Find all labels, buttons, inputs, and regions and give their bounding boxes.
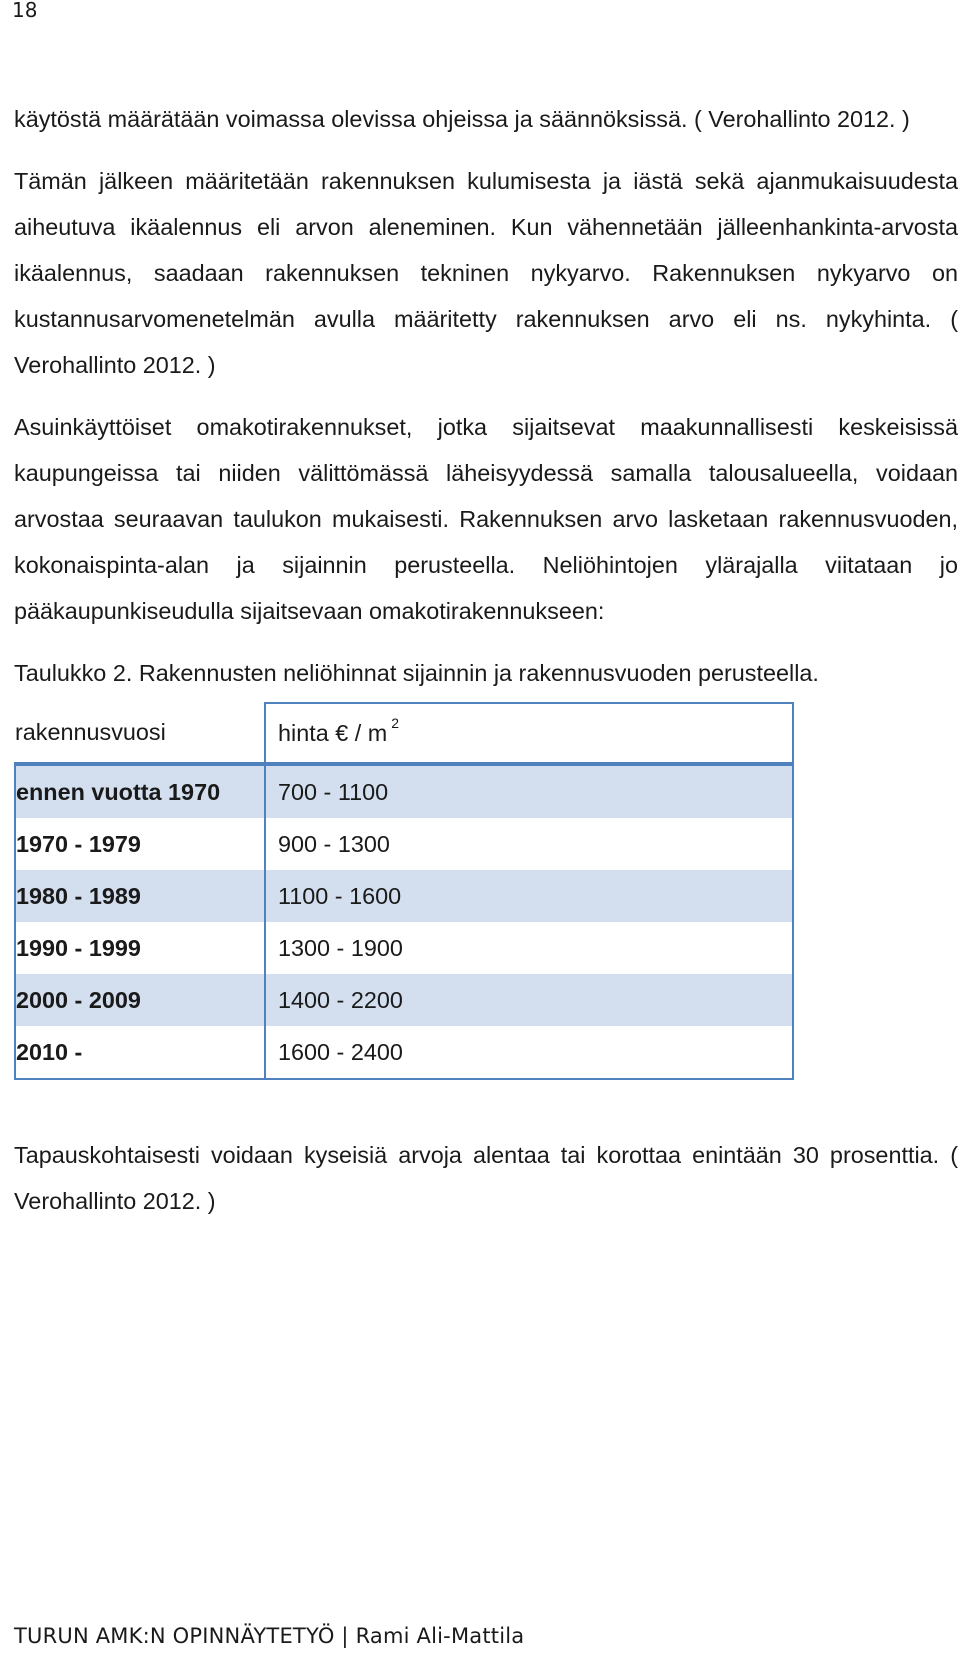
row-year: 1970 - 1979	[15, 818, 265, 870]
header-price-label: hinta € / m	[278, 719, 388, 746]
table-row	[15, 870, 793, 922]
paragraph-1: käytöstä määrätään voimassa olevissa ohjeissa ja säännöksissä. ( Verohallinto 2012. )	[14, 106, 910, 132]
paragraph-3: Asuinkäyttöiset omakotirakennukset, jotka sijaitsevat maakunnallisesti keskeisissä kaupungeissa tai niiden välittömässä läheisyydessä samalla talousalueella, voidaan arvostaa seuraavan taulukon mukaisesti. Rakennuksen arvo lasketaan rakennusvuoden, kokonaispinta-alan ja sijainnin perusteella. Neliöhintojen ylärajalla viitataan jo pääkaupunkiseudulla sijaitsevaan omakotirakennukseen:	[14, 414, 958, 624]
table-row	[15, 764, 793, 818]
document-body	[14, 96, 958, 1224]
row-year: ennen vuotta 1970	[15, 764, 265, 818]
table-header-row	[15, 703, 793, 764]
row-year: 1990 - 1999	[15, 922, 265, 974]
row-year: 2010 -	[15, 1026, 265, 1079]
header-year: rakennusvuosi	[15, 703, 265, 764]
row-price: 1100 - 1600	[265, 870, 793, 922]
row-price: 1600 - 2400	[265, 1026, 793, 1079]
table-row	[15, 818, 793, 870]
page-footer: TURUN AMK:N OPINNÄYTETYÖ | Rami Ali-Mattila	[14, 1624, 525, 1648]
table-row	[15, 922, 793, 974]
row-price: 700 - 1100	[265, 764, 793, 818]
row-year: 2000 - 2009	[15, 974, 265, 1026]
page-number: 18	[12, 0, 38, 22]
header-price	[265, 703, 793, 764]
table-row	[15, 974, 793, 1026]
paragraph-4: Tapauskohtaisesti voidaan kyseisiä arvoja alentaa tai korottaa enintään 30 prosenttia. ( Verohallinto 2012. )	[14, 1142, 958, 1214]
row-price: 1400 - 2200	[265, 974, 793, 1026]
row-price: 1300 - 1900	[265, 922, 793, 974]
row-price: 900 - 1300	[265, 818, 793, 870]
header-price-superscript: 2	[391, 715, 400, 732]
price-table	[14, 702, 794, 1080]
paragraph-2: Tämän jälkeen määritetään rakennuksen kulumisesta ja iästä sekä ajanmukaisuudesta aiheutuva ikäalennus eli arvon aleneminen. Kun vähennetään jälleenhankinta-arvosta ikäalennus, saadaan rakennuksen tekninen nykyarvo. Rakennuksen nykyarvo on kustannusarvomenetelmän avulla määritetty rakennuksen arvo eli ns. nykyhinta. ( Verohallinto 2012. )	[14, 168, 958, 378]
row-year: 1980 - 1989	[15, 870, 265, 922]
table-row	[15, 1026, 793, 1079]
table-caption: Taulukko 2. Rakennusten neliöhinnat sijainnin ja rakennusvuoden perusteella.	[14, 660, 819, 686]
